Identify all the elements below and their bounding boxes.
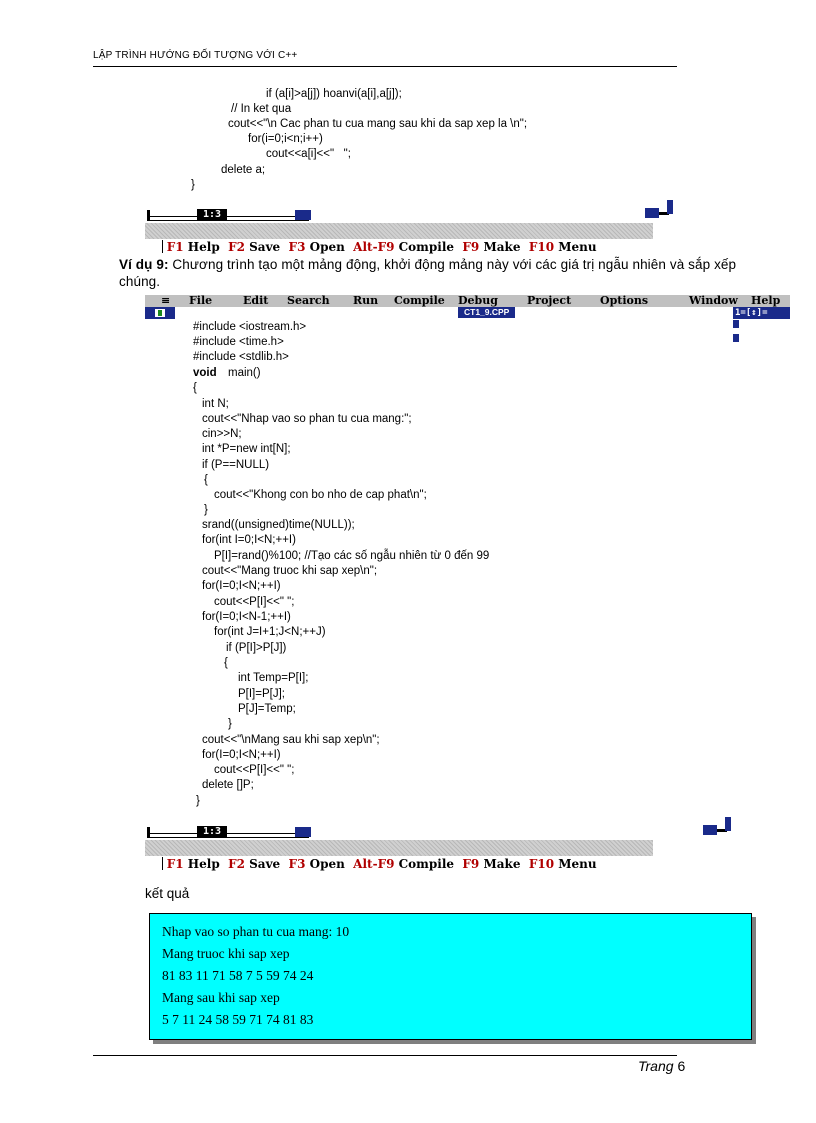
scroll-left-icon[interactable] [295, 827, 311, 837]
code-line: } [191, 179, 195, 191]
menu-item-file[interactable]: File [189, 294, 213, 307]
function-key-bar [145, 840, 653, 871]
hotkey[interactable]: F3 [288, 240, 306, 254]
output-line: Mang truoc khi sap xep [162, 946, 290, 961]
menu-item-run[interactable]: Run [353, 294, 379, 307]
scroll-left-icon[interactable] [295, 210, 311, 220]
code-line: cout<<"\nMang sau khi sap xep\n"; [202, 734, 380, 746]
result-label: kết quả [145, 886, 190, 901]
hotkey-label: Make [483, 240, 521, 254]
header-divider [93, 66, 677, 67]
code-line: { [224, 657, 228, 669]
code-line: if (P==NULL) [202, 459, 270, 471]
code-line: { [204, 474, 208, 486]
output-line: Nhap vao so phan tu cua mang: 10 [162, 924, 350, 939]
resize-corner-icon[interactable] [703, 817, 731, 839]
cursor-position: 1:3 [197, 826, 227, 837]
code-line: cout<<a[i]<<" "; [266, 148, 351, 160]
program-output-box [149, 913, 752, 1040]
hotkey-label: Save [249, 240, 281, 254]
code-line: int Temp=P[I]; [238, 672, 309, 684]
hotkey-label: Help [187, 240, 220, 254]
hotkey-label: Make [483, 857, 521, 871]
code-line: main() [228, 367, 261, 379]
window-number-zoom[interactable]: 1=[↕]= [733, 307, 790, 319]
code-line: } [204, 504, 208, 516]
hotkey[interactable]: F1 [166, 857, 184, 871]
code-keyword: void [193, 367, 217, 379]
code-line: delete []P; [202, 779, 254, 791]
code-line: cout<<"\n Cac phan tu cua mang sau khi da sap xep la \n"; [228, 118, 528, 130]
window-frame-bottom [145, 827, 315, 837]
editor-window-title-bar [145, 307, 790, 319]
menu-item-edit[interactable]: Edit [243, 294, 269, 307]
code-line: for(I=0;I<N;++I) [202, 580, 281, 592]
code-line: P[I]=P[J]; [238, 688, 285, 700]
menu-item-window[interactable]: Window [689, 294, 738, 307]
code-line: int *P=new int[N]; [202, 443, 291, 455]
code-line: { [193, 382, 197, 394]
code-line: srand((unsigned)time(NULL)); [202, 519, 355, 531]
hotkey[interactable]: Alt-F9 [353, 857, 395, 871]
code-line: for(int J=I+1;J<N;++J) [214, 626, 326, 638]
hotkey[interactable]: F10 [528, 857, 555, 871]
example-description: Chương trình tạo một mảng động, khởi động mảng này với các giá trị ngẫu nhiên và sắp xếp chúng. [119, 257, 737, 289]
code-line: cout<<"Nhap vao so phan tu cua mang:"; [202, 413, 412, 425]
example-heading [119, 256, 759, 290]
page-number: 6 [677, 1058, 686, 1074]
code-line: } [196, 795, 200, 807]
hotkey-label: Open [309, 240, 345, 254]
ide-status-area-2 [145, 826, 653, 871]
code-line: cout<<"Mang truoc khi sap xep\n"; [202, 565, 378, 577]
menu-item-project[interactable]: Project [527, 294, 572, 307]
hotkey[interactable]: F9 [462, 857, 480, 871]
code-line: P[I]=rand()%100; //Tạo các số ngẫu nhiên từ 0 đến 99 [214, 550, 490, 562]
scroll-up-icon [733, 320, 739, 328]
page-footer [638, 1058, 685, 1074]
code-line: for(i=0;i<n;i++) [248, 133, 323, 145]
code-line: #include <stdlib.h> [193, 351, 289, 363]
hotkey[interactable]: F2 [228, 857, 245, 871]
menu-item-debug[interactable]: Debug [458, 294, 498, 307]
hotkey[interactable]: F10 [528, 240, 555, 254]
example-label: Ví dụ 9: [119, 257, 169, 272]
hotkey[interactable]: Alt-F9 [353, 240, 395, 254]
menu-item-search[interactable]: Search [287, 294, 330, 307]
output-line: 5 7 11 24 58 59 71 74 81 83 [162, 1012, 314, 1027]
code-line: delete a; [221, 164, 266, 176]
ide-menu-bar [145, 295, 790, 307]
code-line: for(I=0;I<N-1;++I) [202, 611, 291, 623]
code-line: #include <iostream.h> [193, 321, 307, 333]
hotkey-label: Save [249, 857, 281, 871]
hotkey[interactable]: F1 [166, 240, 184, 254]
menu-item-help[interactable]: Help [751, 294, 781, 307]
window-frame-bottom [145, 210, 315, 220]
resize-corner-icon[interactable] [645, 200, 673, 222]
menu-item-options[interactable]: Options [600, 294, 649, 307]
close-box-icon[interactable] [145, 307, 175, 319]
menu-item-compile[interactable]: Compile [394, 294, 445, 307]
code-line: for(I=0;I<N;++I) [202, 749, 281, 761]
vertical-scrollbar[interactable] [733, 320, 739, 344]
hotkey[interactable]: F3 [288, 857, 306, 871]
function-key-bar [145, 223, 653, 254]
code-line: cout<<"Khong con bo nho de cap phat\n"; [214, 489, 427, 501]
code-line: // In ket qua [231, 103, 292, 115]
hotkey-label: Help [187, 857, 220, 871]
hotkey[interactable]: F9 [462, 240, 480, 254]
code-line: } [228, 718, 232, 730]
footer-divider [93, 1055, 677, 1056]
hotkey-label: Menu [558, 240, 597, 254]
code-line: cin>>N; [202, 428, 242, 440]
code-line: #include <time.h> [193, 336, 284, 348]
page-label: Trang [638, 1058, 674, 1074]
code-line: P[J]=Temp; [238, 703, 296, 715]
hotkey-label: Open [309, 857, 345, 871]
output-line: Mang sau khi sap xep [162, 990, 280, 1005]
hotkey-label: Compile [398, 857, 455, 871]
system-menu-icon[interactable]: ≡ [161, 294, 171, 307]
hotkey-label: Menu [558, 857, 597, 871]
hotkey-label: Compile [398, 240, 455, 254]
ide-status-area-1 [145, 209, 653, 254]
page-header-title: LẬP TRÌNH HƯỚNG ĐỐI TƯỢNG VỚI C++ [93, 50, 298, 61]
hotkey[interactable]: F2 [228, 240, 245, 254]
cursor-position: 1:3 [197, 209, 227, 220]
file-name-title: CT1_9.CPP [458, 307, 515, 318]
scroll-thumb-icon [733, 334, 739, 342]
code-line: if (P[I]>P[J]) [226, 642, 287, 654]
code-line: cout<<P[I]<<" "; [214, 596, 295, 608]
code-line: for(int I=0;I<N;++I) [202, 534, 296, 546]
code-line: int N; [202, 398, 229, 410]
output-line: 81 83 11 71 58 7 5 59 74 24 [162, 968, 314, 983]
code-line: cout<<P[I]<<" "; [214, 764, 295, 776]
code-line: if (a[i]>a[j]) hoanvi(a[i],a[j]); [266, 88, 402, 100]
